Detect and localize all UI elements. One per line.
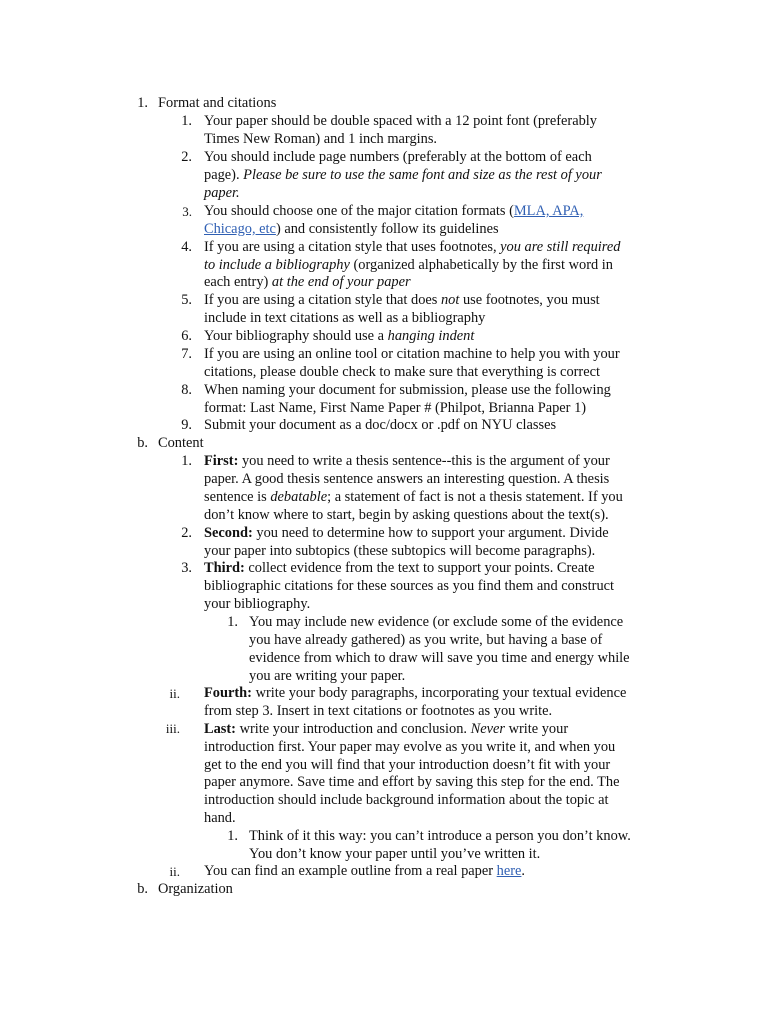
item-7-line-2: citations, please double check to make sure that everything is correct [204,364,600,380]
item-2-line-2: page). Please be sure to use the same font and size as the rest of your [204,167,602,183]
item-2-line-1: You should include page numbers (preferably at the bottom of each [204,149,592,165]
third-sub-line-4: you are writing your paper. [249,668,406,684]
item-5-line-1: If you are using a citation style that does not use footnotes, you must [204,292,600,308]
last-line-1: Last: write your introduction and conclusion. Never write your [204,721,569,737]
third-sub-line-3: evidence from which to draw will save you time and energy while [249,650,630,666]
third-marker: 3. [181,560,192,576]
section-3-marker: b. [137,881,148,897]
last-line-6: hand. [204,810,236,826]
item-1-line-1: Your paper should be double spaced with a 12 point font (preferably [204,113,597,129]
item-1-line-2: Times New Roman) and 1 inch margins. [204,131,438,147]
last-sub-line-2: You don’t know your paper until you’ve written it. [249,846,541,862]
last-line-2: introduction first. Your paper may evolve as you write it, and when you [204,739,616,755]
section-1-title: Format and citations [158,95,277,111]
item-3-marker: 3. [182,204,192,219]
last-line-5: introduction should include background information about the topic at [204,792,609,808]
example-marker: ii. [169,864,180,879]
fourth-line-2: from step 3. Insert in text citations or footnotes as you write. [204,703,553,719]
first-line-4: don’t know where to start, begin by asking questions about the text(s). [204,507,609,523]
last-line-4: paper anymore. Save time and effort by saving this step for the end. The [204,774,620,790]
last-marker: iii. [165,721,180,736]
section-1-marker: 1. [137,95,148,111]
second-line-1: Second: you need to determine how to support your argument. Divide [204,525,609,541]
third-sub-line-2: you have already gathered) as you write, but having a base of [249,632,603,648]
third-line-2: bibliographic citations for these sources as you find them and construct [204,578,615,594]
third-line-1: Third: collect evidence from the text to support your points. Create [204,560,595,576]
item-1-marker: 1. [181,113,192,129]
item-8-line-2: format: Last Name, First Name Paper # (Philpot, Brianna Paper 1) [204,400,587,416]
section-3-title: Organization [158,881,233,897]
second-marker: 2. [181,525,192,541]
third-sub-marker: 1. [227,614,238,630]
item-9-marker: 9. [181,417,192,433]
item-5-marker: 5. [181,292,192,308]
item-8-marker: 8. [181,382,192,398]
first-line-3: sentence is debatable; a statement of fact is not a thesis statement. If you [204,489,623,505]
fourth-line-1: Fourth: write your body paragraphs, incorporating your textual evidence [204,685,627,701]
last-line-3: get to the end you will find that your introduction doesn’t fit with your [204,757,611,773]
item-4-line-3: each entry) at the end of your paper [204,274,411,290]
last-sub-line-1: Think of it this way: you can’t introduce a person you don’t know. [249,828,631,844]
second-line-2: your paper into subtopics (these subtopics will become paragraphs). [204,543,596,559]
item-3-line-1: You should choose one of the major citation formats (MLA, APA, [204,203,584,219]
item-7-line-1: If you are using an online tool or citation machine to help you with your [204,346,620,362]
item-2-marker: 2. [181,149,192,165]
item-4-line-1: If you are using a citation style that uses footnotes, you are still required [204,239,621,255]
first-marker: 1. [181,453,192,469]
item-6-marker: 6. [181,328,192,344]
item-7-marker: 7. [181,346,192,362]
first-line-1: First: you need to write a thesis sentence--this is the argument of your [204,453,610,469]
item-4-marker: 4. [181,239,192,255]
section-2-marker: b. [137,435,148,451]
item-8-line-1: When naming your document for submission, please use the following [204,382,611,398]
item-5-line-2: include in text citations as well as a bibliography [204,310,486,326]
citation-formats-link-cont[interactable]: Chicago, etc [204,221,276,237]
citation-formats-link[interactable]: MLA, APA, [513,203,584,219]
item-4-line-2: to include a bibliography (organized alphabetically by the first word in [204,257,613,273]
fourth-marker: ii. [169,686,180,701]
item-6-line-1: Your bibliography should use a hanging indent [204,328,475,344]
section-2-title: Content [158,435,204,451]
item-3-line-2: Chicago, etc) and consistently follow its guidelines [204,221,499,237]
example-line: You can find an example outline from a real paper here. [204,863,526,879]
example-outline-link[interactable]: here [496,863,522,879]
first-line-2: paper. A good thesis sentence answers an interesting question. A thesis [204,471,610,487]
last-sub-marker: 1. [227,828,238,844]
third-line-3: your bibliography. [204,596,311,612]
third-sub-line-1: You may include new evidence (or exclude some of the evidence [249,614,624,630]
item-9-line-1: Submit your document as a doc/docx or .pdf on NYU classes [204,417,557,433]
item-2-line-3: paper. [204,185,240,201]
